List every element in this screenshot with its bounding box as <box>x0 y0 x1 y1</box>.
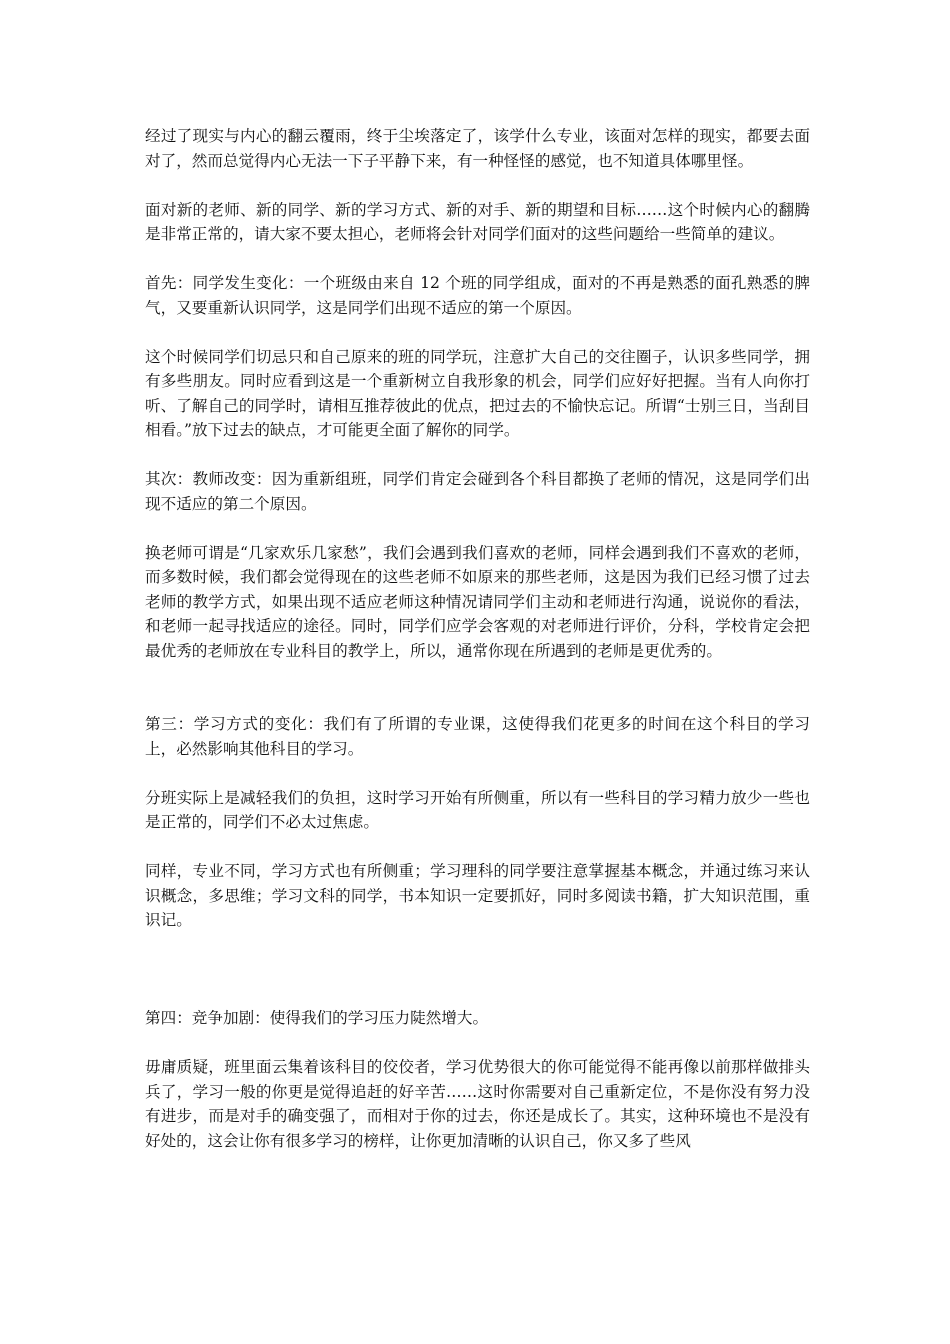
paragraph-competition: 毋庸质疑，班里面云集着该科目的佼佼者，学习优势很大的你可能觉得不能再像以前那样做排头兵了，学习一般的你更是觉得追赶的好辛苦……这时你需要对自己重新定位，不是你没有努力没有进步，而是对手的确变强了，而相对于你的过去，你还是成长了。其实，这种环境也不是没有好处的，这会让你有很多学习的榜样，让你更加清晰的认识自己，你又多了些风 <box>145 1058 810 1150</box>
blank-line <box>145 688 810 713</box>
paragraph-new-environment: 面对新的老师、新的同学、新的学习方式、新的对手、新的期望和目标……这个时候内心的翻腾是非常正常的，请大家不要太担心，老师将会针对同学们面对的这些问题给一些简单的建议。 <box>145 200 810 243</box>
paragraph-study-methods: 同样，专业不同，学习方式也有所侧重；学习理科的同学要注意掌握基本概念，并通过练习来认识概念，多思维；学习文科的同学，书本知识一定要抓好，同时多阅读书籍，扩大知识范围，重识记。 <box>145 862 810 929</box>
paragraph-first-heading: 首先：同学发生变化：一个班级由来自 12 个班的同学组成，面对的不再是熟悉的面孔熟悉的脾气，又要重新认识同学，这是同学们出现不适应的第一个原因。 <box>145 274 810 317</box>
blank-line <box>145 957 810 982</box>
paragraph-third-heading: 第三：学习方式的变化：我们有了所谓的专业课，这使得我们花更多的时间在这个科目的学习上，必然影响其他科目的学习。 <box>145 715 810 758</box>
blank-line <box>145 982 810 1007</box>
paragraph-fourth-heading: 第四：竞争加剧：使得我们的学习压力陡然增大。 <box>145 1009 489 1027</box>
document-body <box>145 124 810 1178</box>
paragraph-teachers-advice: 换老师可谓是“几家欢乐几家愁”，我们会遇到我们喜欢的老师，同样会遇到我们不喜欢的老师，而多数时候，我们都会觉得现在的这些老师不如原来的那些老师，这是因为我们已经习惯了过去老师的教学方式，如果出现不适应老师这种情况请同学们主动和老师进行沟通，说说你的看法，和老师一起寻找适应的途径。同时，同学们应学会客观的对老师进行评价，分科，学校肯定会把最优秀的老师放在专业科目的教学上，所以，通常你现在所遇到的老师是更优秀的。 <box>145 543 810 660</box>
paragraph-second-heading: 其次：教师改变：因为重新组班，同学们肯定会碰到各个科目都换了老师的情况，这是同学们出现不适应的第二个原因。 <box>145 470 810 513</box>
paragraph-classmates-advice: 这个时候同学们切忌只和自己原来的班的同学玩，注意扩大自己的交往圈子，认识多些同学，拥有多些朋友。同时应看到这是一个重新树立自我形象的机会，同学们应好好把握。当有人向你打听、了解自己的同学时，请相互推荐彼此的优点，把过去的不愉快忘记。所谓“士别三日，当刮目相看。”放下过去的缺点，才可能更全面了解你的同学。 <box>145 347 810 439</box>
paragraph-study-focus: 分班实际上是减轻我们的负担，这时学习开始有所侧重，所以有一些科目的学习精力放少一些也是正常的，同学们不必太过焦虑。 <box>145 788 810 831</box>
paragraph-intro: 经过了现实与内心的翻云覆雨，终于尘埃落定了，该学什么专业，该面对怎样的现实，都要去面对了，然而总觉得内心无法一下子平静下来，有一种怪怪的感觉，也不知道具体哪里怪。 <box>145 127 810 170</box>
